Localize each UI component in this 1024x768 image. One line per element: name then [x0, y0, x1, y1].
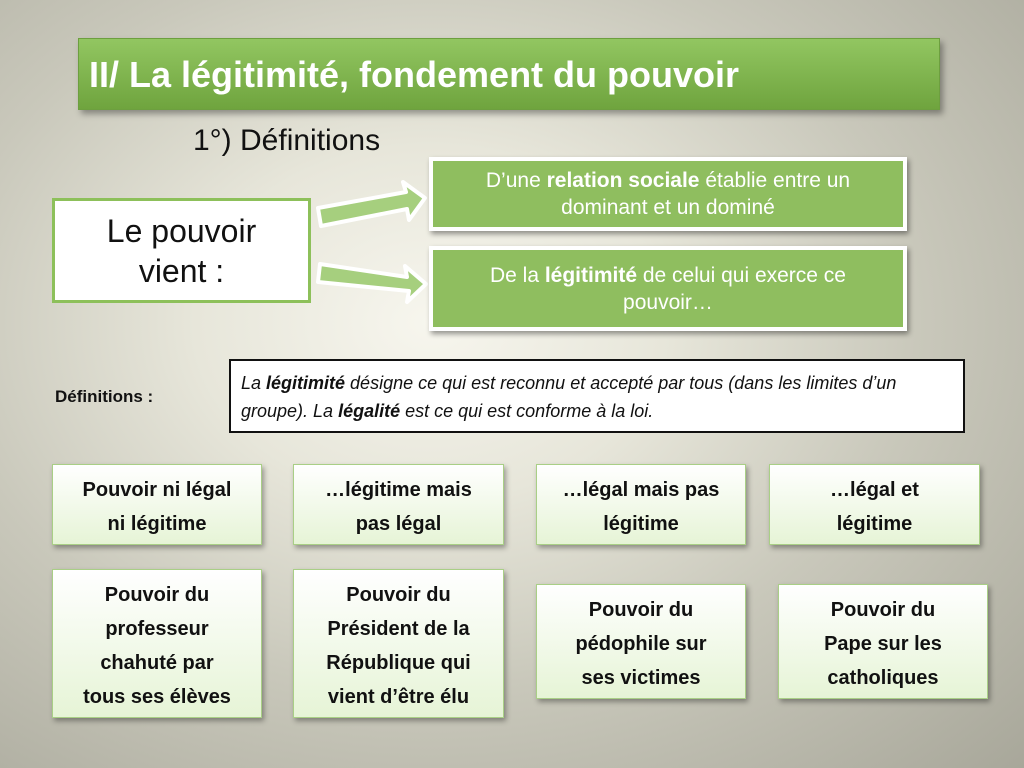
- relation-text-before: D’une: [485, 169, 547, 192]
- card-line: République qui: [326, 652, 471, 674]
- card-line: Pouvoir du: [588, 599, 694, 621]
- definition-box: [229, 359, 965, 433]
- card-line: légitime: [836, 513, 913, 535]
- pouvoir-box-line1: Le pouvoir: [106, 212, 257, 249]
- legitimite-text-after: de celui qui exerce ce pouvoir…: [623, 263, 846, 314]
- card-line: chahuté par: [100, 652, 214, 674]
- card-line: ni légitime: [107, 513, 207, 535]
- slide-title: II/ La légitimité, fondement du pouvoir: [89, 54, 740, 95]
- relation-sociale-box: [429, 157, 907, 231]
- card-line: Pape sur les: [824, 633, 942, 655]
- card-line: professeur: [105, 618, 209, 640]
- card-line: ses victimes: [581, 667, 701, 689]
- card-line: vient d’être élu: [327, 686, 470, 708]
- card-line: Pouvoir du: [346, 584, 451, 606]
- relation-text-bold: relation sociale: [546, 169, 700, 192]
- card-line: …légal et: [830, 479, 919, 501]
- definition-bold-legitimite: légitimité: [266, 373, 346, 393]
- card-line: tous ses élèves: [83, 686, 231, 708]
- category-card-legal-not-legitimate: [536, 464, 746, 545]
- arrow-up-icon: [318, 182, 425, 226]
- legitimite-text-before: De la: [489, 263, 545, 287]
- pouvoir-box: [52, 198, 311, 303]
- card-line: Président de la: [327, 618, 470, 640]
- card-line: catholiques: [827, 667, 939, 689]
- card-line: Pouvoir du: [830, 599, 936, 621]
- category-card-legitimate-not-legal: [293, 464, 504, 545]
- definition-part2: désigne ce qui est reconnu et accepté par tous (dans les limites d’un groupe). La: [241, 373, 897, 421]
- card-line: …légitime mais: [325, 479, 472, 501]
- arrows-graphic: [312, 178, 432, 308]
- card-line: légitime: [603, 513, 679, 535]
- definition-part1: La: [241, 373, 267, 393]
- section-subtitle: 1°) Définitions: [193, 124, 381, 157]
- definitions-label: Définitions :: [55, 387, 154, 406]
- example-card-professeur: [52, 569, 262, 718]
- arrow-down-icon: [318, 264, 426, 302]
- category-card-legal-and-legitimate: [769, 464, 980, 545]
- legitimite-box: [429, 246, 907, 331]
- legitimite-text-bold: légitimité: [544, 263, 638, 287]
- definition-part3: est ce qui est conforme à la loi.: [400, 401, 654, 421]
- pouvoir-box-line2: vient :: [138, 252, 225, 289]
- card-line: pédophile sur: [575, 633, 707, 655]
- card-line: Pouvoir du: [104, 584, 210, 606]
- example-card-pedophile: [536, 584, 746, 699]
- card-line: Pouvoir ni légal: [82, 479, 232, 501]
- card-line: pas légal: [355, 513, 442, 535]
- definition-bold-legalite: légalité: [338, 401, 401, 421]
- example-card-pape: [778, 584, 988, 699]
- card-line: …légal mais pas: [562, 479, 720, 501]
- category-card-illegal-illegitimate: [52, 464, 262, 545]
- example-card-president: [293, 569, 504, 718]
- title-bar: [78, 38, 940, 110]
- relation-text-after: établie entre un dominant et un dominé: [561, 169, 851, 219]
